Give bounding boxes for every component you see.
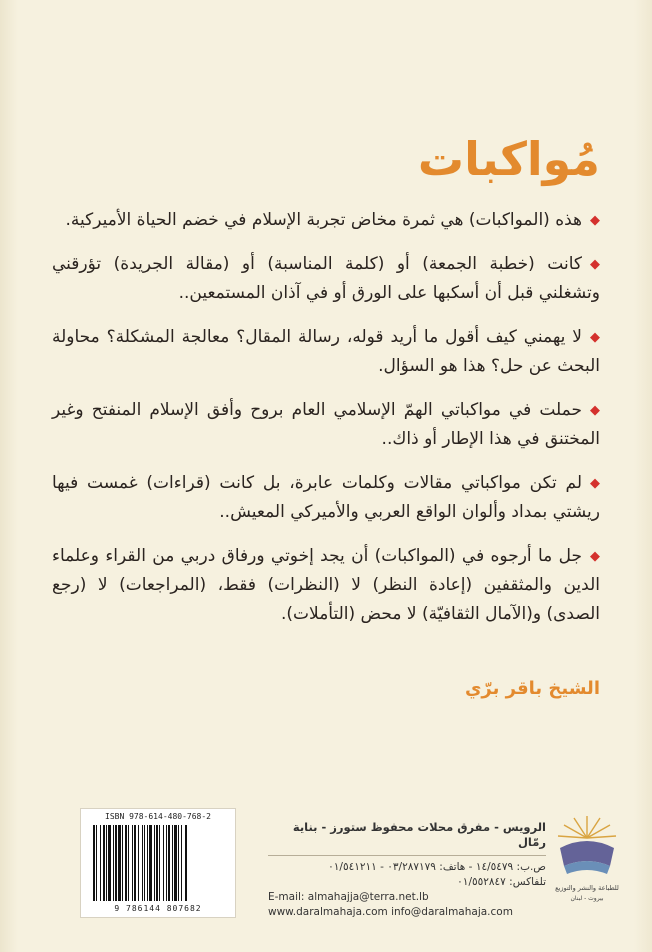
blurb-paragraph	[52, 469, 600, 527]
diamond-bullet-icon: ◆	[590, 257, 600, 272]
blurb-paragraph	[52, 206, 600, 235]
paragraph-text: لا يهمني كيف أقول ما أريد قوله، رسالة المقال؟ معالجة المشكلة؟ محاولة البحث عن حل؟ هذا هو السؤال.	[52, 327, 600, 376]
paragraph-text: لم تكن مواكباتي مقالات وكلمات عابرة، بل كانت (قراءات) غمست فيها ريشتي بمداد وألوان الواقع العربي والأميركي المعيش..	[52, 473, 600, 522]
barcode-bars	[93, 825, 225, 901]
blurb-paragraph	[52, 250, 600, 308]
blurb	[52, 206, 600, 644]
publisher-fax: تلفاكس: ٠١/٥٥٢٨٤٧	[457, 876, 546, 888]
barcode-digits: 9 786144 807682	[114, 904, 202, 913]
publisher-info	[268, 820, 546, 920]
logo-city: بيروت - لبنان	[570, 895, 604, 902]
diamond-bullet-icon: ◆	[590, 403, 600, 418]
blurb-paragraph	[52, 542, 600, 629]
paragraph-text: جل ما أرجوه في (المواكبات) أن يجد إخوتي ورفاق دربي من القراء وعلماء الدين والمثقفين (إعادة النظر) لا (النظرات) فقط، (المراجعات) لا (رجع الصدى) و(الآمال الثقافيّة) لا محض (التأملات).	[52, 546, 600, 624]
paragraph-text: كانت (خطبة الجمعة) أو (كلمة المناسبة) أو (مقالة الجريدة) تؤرقني وتشغلني قبل أن أسكبها على الورق أو في آذان المستمعين..	[52, 254, 600, 303]
divider	[268, 855, 546, 856]
publisher-address: الرويس - مفرق محلات محفوظ ستورز - بناية رمّال	[292, 820, 546, 849]
blurb-paragraph	[52, 396, 600, 454]
blurb-paragraph	[52, 323, 600, 381]
paragraph-text: هذه (المواكبات) هي ثمرة مخاض تجربة الإسلام في خضم الحياة الأميركية.	[65, 210, 582, 230]
diamond-bullet-icon: ◆	[590, 549, 600, 564]
logo-tagline: للطباعة والنشر والتوزيع	[555, 884, 619, 892]
barcode-bar	[187, 825, 188, 901]
barcode	[80, 808, 236, 918]
book-title: مُواكبات	[417, 132, 600, 186]
diamond-bullet-icon: ◆	[590, 476, 600, 491]
publisher-logo-icon	[552, 808, 622, 924]
author-name: الشيخ باقر برّي	[464, 678, 600, 699]
paragraph-text: حملت في مواكباتي الهمّ الإسلامي العام بروح وأفق الإسلام المنفتح وغير المختنق في هذا الإطار أو ذاك..	[52, 400, 600, 449]
diamond-bullet-icon: ◆	[590, 330, 600, 345]
publisher-email: E-mail: almahajja@terra.net.lb	[268, 891, 429, 903]
publisher-pobox: ص.ب: ١٤/٥٤٧٩ - هاتف: ٠٣/٢٨٧١٧٩ - ٠١/٥٤١٢١١	[328, 861, 546, 873]
publisher-website: www.daralmahaja.com info@daralmahaja.com	[268, 906, 513, 918]
isbn-label: ISBN 978-614-480-768-2	[105, 812, 211, 821]
diamond-bullet-icon: ◆	[590, 213, 600, 228]
